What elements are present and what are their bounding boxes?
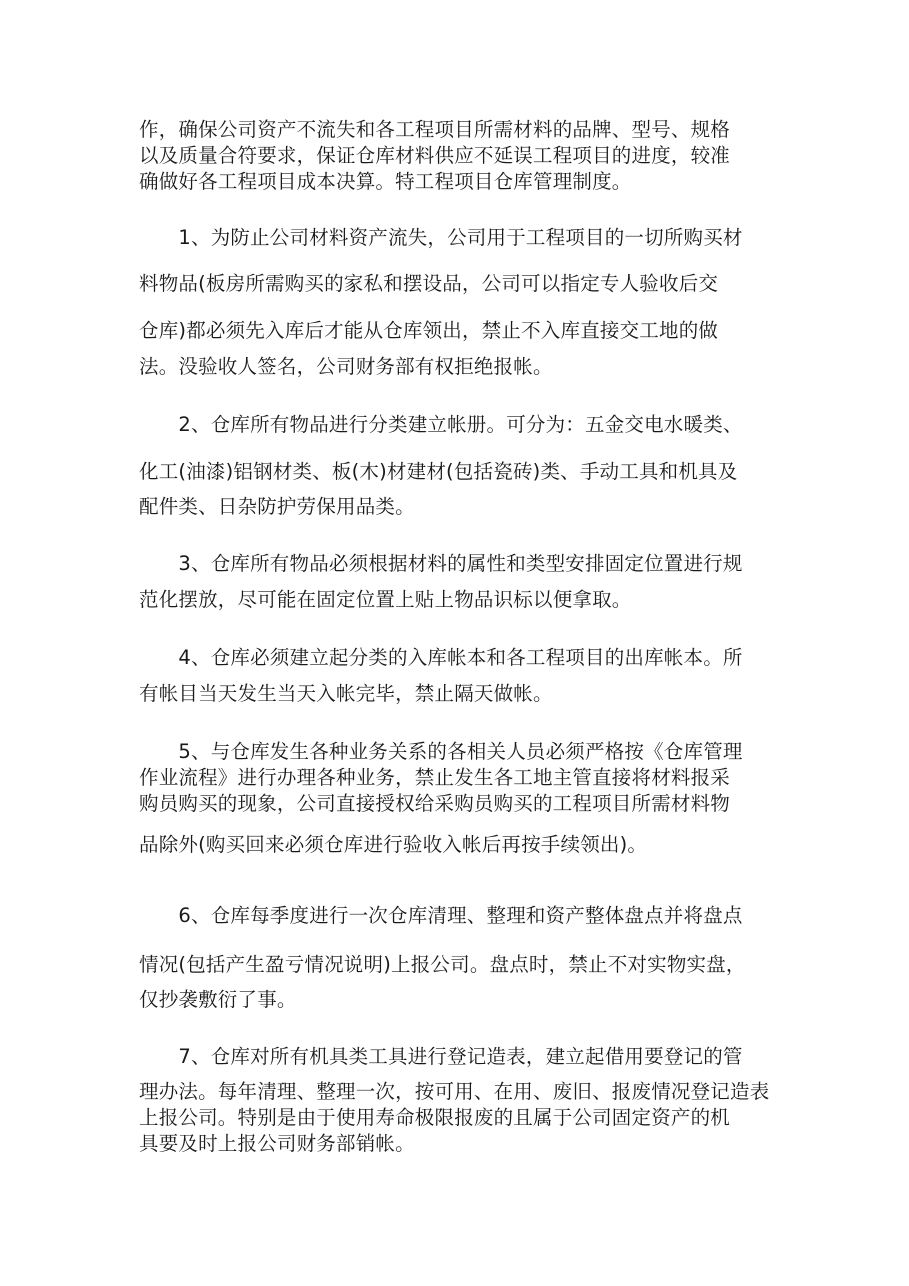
text-line: 化工(油漆)铝钢材类、板(木)材建材(包括瓷砖)类、手动工具和机具及 <box>139 460 738 483</box>
text-line: 理办法。每年清理、整理一次，按可用、在用、废旧、报废情况登记造表 <box>139 1080 770 1103</box>
text-line: 3、仓库所有物品必须根据材料的属性和类型安排固定位置进行规 <box>139 552 743 575</box>
text-line: 4、仓库必须建立起分类的入库帐本和各工程项目的出库帐本。所 <box>139 646 743 669</box>
text-line: 仅抄袭敷衍了事。 <box>139 988 297 1011</box>
text-line: 情况(包括产生盈亏情况说明)上报公司。盘点时，禁止不对实物实盘， <box>139 953 746 976</box>
text-line: 1、为防止公司材料资产流失，公司用于工程项目的一切所购买材 <box>139 226 743 249</box>
text-line: 以及质量合符要求，保证仓库材料供应不延误工程项目的进度，较准 <box>139 144 731 167</box>
text-line: 范化摆放，尽可能在固定位置上贴上物品识标以便拿取。 <box>139 588 632 611</box>
text-line: 6、仓库每季度进行一次仓库清理、整理和资产整体盘点并将盘点 <box>139 904 743 927</box>
text-line: 具要及时上报公司财务部销帐。 <box>139 1132 415 1155</box>
text-line: 品除外(购买回来必须仓库进行验收入帐后再按手续领出)。 <box>139 833 648 856</box>
text-line: 7、仓库对所有机具类工具进行登记造表，建立起借用要登记的管 <box>139 1045 743 1068</box>
text-line: 有帐目当天发生当天入帐完毕，禁止隔天做帐。 <box>139 682 553 705</box>
text-line: 料物品(板房所需购买的家私和摆设品，公司可以指定专人验收后交 <box>139 272 719 295</box>
text-line: 仓库)都必须先入库后才能从仓库领出，禁止不入库直接交工地的做 <box>139 319 719 342</box>
text-line: 配件类、日杂防护劳保用品类。 <box>139 495 415 518</box>
text-line: 作，确保公司资产不流失和各工程项目所需材料的品牌、型号、规格 <box>139 118 731 141</box>
text-line: 2、仓库所有物品进行分类建立帐册。可分为：五金交电水暖类、 <box>139 413 743 436</box>
text-line: 购员购买的现象，公司直接授权给采购员购买的工程项目所需材料物 <box>139 792 731 815</box>
text-line: 确做好各工程项目成本决算。特工程项目仓库管理制度。 <box>139 170 632 193</box>
text-line: 作业流程》进行办理各种业务，禁止发生各工地主管直接将材料报采 <box>139 766 731 789</box>
text-line: 上报公司。特别是由于使用寿命极限报废的且属于公司固定资产的机 <box>139 1106 731 1129</box>
text-line: 法。没验收人签名，公司财务部有权拒绝报帐。 <box>139 355 553 378</box>
text-line: 5、与仓库发生各种业务关系的各相关人员必须严格按《仓库管理 <box>139 740 743 763</box>
